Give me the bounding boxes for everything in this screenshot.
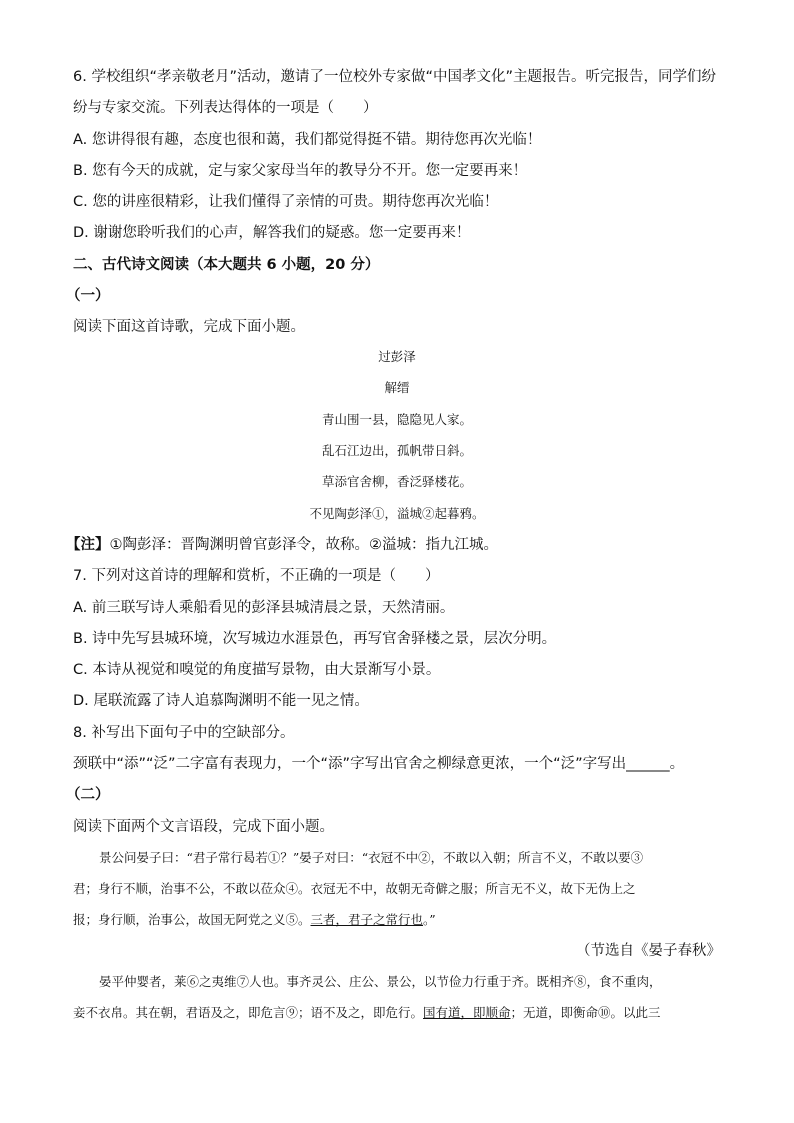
passage2-line2-b: ；无道，即衡命⑩。以此三 — [510, 1005, 661, 1020]
passage1-line3 — [73, 911, 436, 929]
passage2-line2 — [73, 1004, 661, 1022]
passage1-line1: 景公问晏子曰：“君子常行曷若①？”晏子对曰：“衣冠不中②，不敢以入朝；所言不义，不敢以要③ — [99, 850, 644, 865]
q6-option-a: A. 您讲得很有趣，态度也很和蔼，我们都觉得挺不错。期待您再次光临！ — [73, 132, 542, 148]
q6-stem-line2: 纷与专家交流。下列表达得体的一项是（ ） — [73, 100, 378, 116]
q7-option-a: A. 前三联写诗人乘船看见的彭泽县城清晨之景，天然清丽。 — [73, 600, 455, 616]
passage1-underlined: 三者，君子之常行也 — [310, 912, 424, 927]
q8-stem: 8. 补写出下面句子中的空缺部分。 — [73, 725, 295, 741]
note-text: ①陶彭泽：晋陶渊明曾官彭泽令，故称。②溢城：指九江城。 — [109, 537, 498, 553]
poem-title: 过彭泽 — [378, 349, 416, 364]
poem-note — [66, 535, 498, 555]
part1-instruction: 阅读下面这首诗歌，完成下面小题。 — [73, 319, 305, 335]
note-label: 【注】 — [66, 537, 110, 553]
q7-option-b: B. 诗中先写县城环境，次写城边水涯景色，再写官舍驿楼之景，层次分明。 — [73, 631, 557, 647]
passage2-line1: 晏平仲婴者，莱⑥之夷维⑦人也。事齐灵公、庄公、景公，以节俭力行重于齐。既相齐⑧，食不重肉， — [99, 974, 662, 989]
poem-line-2: 乱石江边出，孤帆带日斜。 — [321, 443, 472, 458]
poem-line-4: 不见陶彭泽①，溢城②起暮鸦。 — [309, 506, 485, 521]
q6-option-d: D. 谢谢您聆听我们的心声，解答我们的疑惑。您一定要再来！ — [73, 225, 471, 241]
part1-label: （一） — [66, 288, 110, 304]
section-heading: 二、古代诗文阅读（本大题共 6 小题，20 分） — [73, 257, 380, 273]
q7-option-d: D. 尾联流露了诗人追慕陶渊明不能一见之情。 — [73, 693, 369, 709]
q7-stem: 7. 下列对这首诗的理解和赏析，不正确的一项是（ ） — [73, 568, 440, 584]
q8-end: 。 — [669, 756, 685, 772]
q8-blank: ______ — [626, 756, 670, 772]
q7-option-c: C. 本诗从视觉和嗅觉的角度描写景物，由大景渐写小景。 — [73, 662, 441, 678]
part2-label: （二） — [66, 787, 110, 803]
passage1-line2: 君；身行不顺，治事不公，不敢以莅众④。衣冠无不中，故朝无奇僻之服；所言无不义，故下无伪上之 — [73, 881, 636, 896]
q8-sentence-text: 颈联中“添”“泛”二字富有表现力，一个“添”字写出官舍之柳绿意更浓，一个“泛”字写出 — [73, 756, 627, 772]
passage2-line2-a: 妾不衣帛。其在朝，君语及之，即危言⑨；语不及之，即危行。 — [73, 1005, 424, 1020]
passage1-source: （节选自《晏子春秋》 — [576, 943, 721, 959]
poem-line-3: 草添官舍柳，香泛驿楼花。 — [321, 474, 472, 489]
q6-option-c: C. 您的讲座很精彩，让我们懂得了亲情的可贵。期待您再次光临！ — [73, 194, 499, 210]
q8-sentence — [73, 754, 684, 774]
q6-stem-line1: 6. 学校组织“孝亲敬老月”活动，邀请了一位校外专家做“中国孝文化”主题报告。听完报告，同学们纷 — [73, 69, 716, 85]
q6-option-b: B. 您有今天的成就，定与家父家母当年的教导分不开。您一定要再来！ — [73, 163, 528, 179]
passage2-underlined: 国有道，即顺命 — [423, 1005, 511, 1020]
passage1-line3-a: 报；身行顺，治事公，故国无阿党之义⑤。 — [73, 912, 311, 927]
poem-line-1: 青山围一县，隐隐见人家。 — [321, 412, 472, 427]
part2-instruction: 阅读下面两个文言语段，完成下面小题。 — [73, 819, 334, 835]
passage1-line3-b: 。” — [423, 912, 436, 927]
poem-author: 解缙 — [384, 380, 410, 395]
